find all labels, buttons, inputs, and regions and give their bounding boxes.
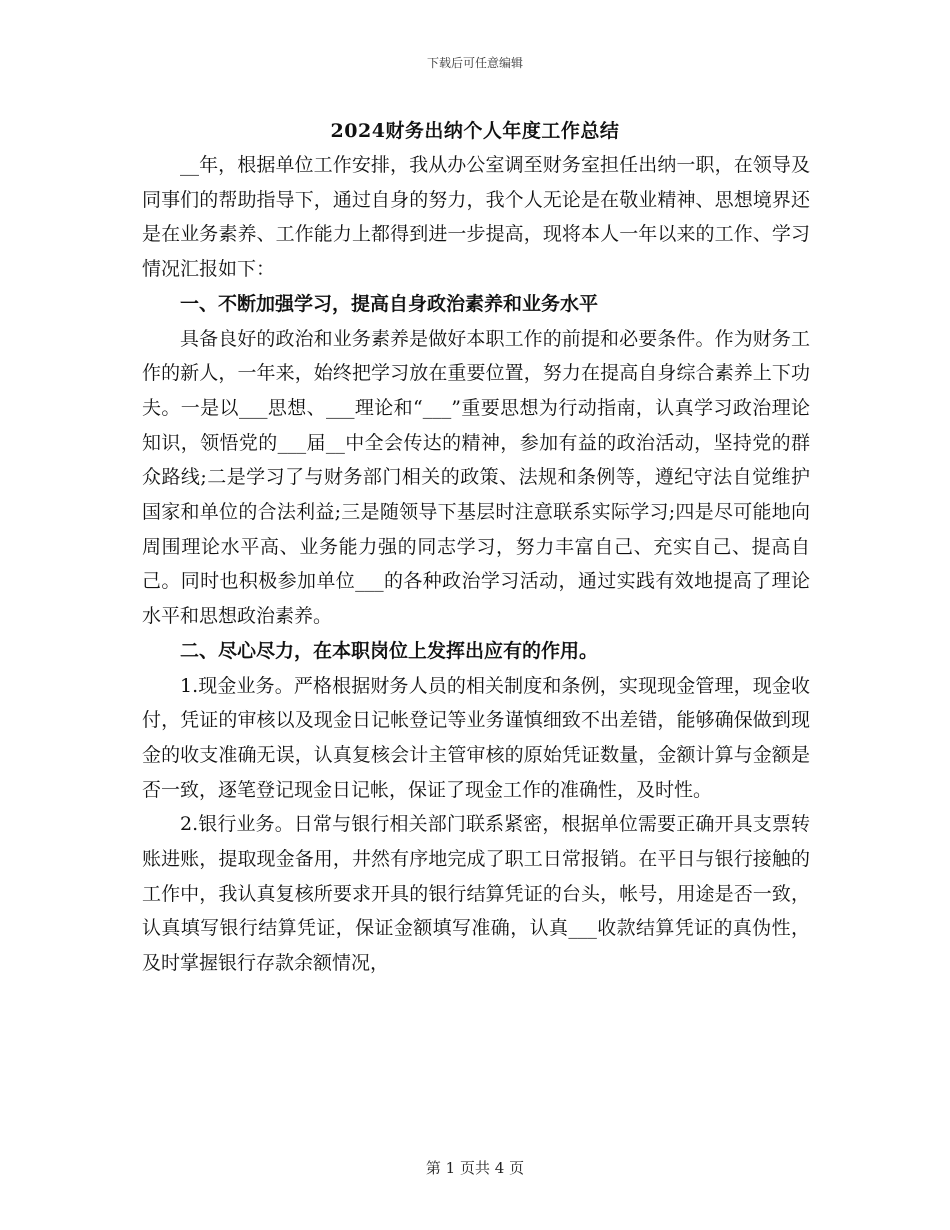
cash-business-paragraph: 1.现金业务。严格根据财务人员的相关制度和条例，实现现金管理，现金收付，凭证的审核以及现金日记帐登记等业务谨慎细致不出差错，能够确保做到现金的收支准确无误，认真复核会计主管审核的原始凭证数量，金额计算与金额是否一致，逐笔登记现金日记帐，保证了现金工作的准确性，及时性。	[142, 674, 810, 801]
section-heading-1: 一、不断加强学习，提高自身政治素养和业务水平	[180, 292, 599, 315]
intro-paragraph: __年，根据单位工作安排，我从办公室调至财务室担任出纳一职，在领导及同事们的帮助指导下，通过自身的努力，我个人无论是在敬业精神、思想境界还是在业务素养、工作能力上都得到进一步提高，现将本人一年以来的工作、学习情况汇报如下：	[142, 154, 810, 281]
section-heading-2: 二、尽心尽力，在本职岗位上发挥出应有的作用。	[180, 639, 599, 662]
document-body	[142, 148, 810, 981]
document-title: 2024财务出纳个人年度工作总结	[330, 120, 620, 142]
section-1-paragraph: 具备良好的政治和业务素养是做好本职工作的前提和必要条件。作为财务工作的新人，一年来，始终把学习放在重要位置，努力在提高自身综合素养上下功夫。一是以___思想、___理论和“___”重要思想为行动指南，认真学习政治理论知识，领悟党的___届__中全会传达的精神，参加有益的政治活动，坚持党的群众路线;二是学习了与财务部门相关的政策、法规和条例等，遵纪守法自觉维护国家和单位的合法利益;三是随领导下基层时注意联系实际学习;四是尽可能地向周围理论水平高、业务能力强的同志学习，努力丰富自己、充实自己、提高自己。同时也积极参加单位___的各种政治学习活动，通过实践有效地提高了理论水平和思想政治素养。	[142, 327, 810, 628]
page-number-footer: 第 1 页共 4 页	[425, 1159, 525, 1177]
header-note: 下载后可任意编辑	[426, 56, 523, 70]
bank-business-paragraph: 2.银行业务。日常与银行相关部门联系紧密，根据单位需要正确开具支票转账进账，提取现金备用，井然有序地完成了职工日常报销。在平日与银行接触的工作中，我认真复核所要求开具的银行结算凭证的台头，帐号，用途是否一致，认真填写银行结算凭证，保证金额填写准确，认真___收款结算凭证的真伪性，及时掌握银行存款余额情况，	[142, 813, 810, 975]
